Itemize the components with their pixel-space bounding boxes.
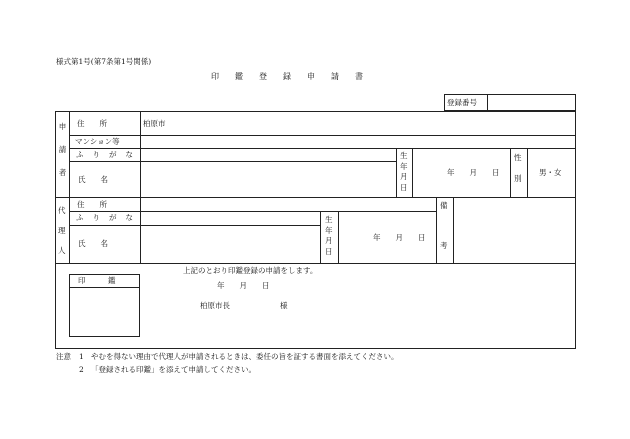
agent-furigana-label: ふりがな — [76, 213, 142, 222]
agent-birth-label: 生 年 月 日 — [325, 215, 333, 256]
note-2-text: 「登録される印鑑」を添えて申請してください。 — [91, 365, 256, 374]
notes-heading: 注意 — [56, 352, 71, 361]
applicant-birth-label: 生 年 月 日 — [400, 151, 408, 192]
registration-number-label: 登録番号 — [447, 98, 477, 107]
remarks-label: 備 考 — [440, 201, 448, 250]
addressee: 柏原市長 — [200, 301, 230, 310]
applicant-address-label: 住 所 — [77, 119, 107, 128]
applicant-sex-label: 性 別 — [514, 153, 522, 183]
note-2-number: 2 — [79, 365, 84, 374]
application-date[interactable]: 年 月 日 — [217, 281, 270, 290]
agent-side-label: 代 理 人 — [58, 206, 66, 255]
applicant-name-label: 氏 名 — [78, 175, 108, 184]
applicant-side-label: 申 請 者 — [58, 122, 67, 177]
statement-text: 上記のとおり印鑑登録の申請をします。 — [183, 266, 318, 275]
applicant-address-value[interactable]: 柏原市 — [143, 119, 166, 128]
agent-address-label: 住 所 — [77, 200, 107, 209]
applicant-birth-value[interactable]: 年 月 日 — [447, 168, 500, 177]
form-number: 様式第1号(第7条第1号関係) — [56, 57, 152, 66]
applicant-sex-value[interactable]: 男・女 — [539, 168, 562, 177]
agent-name-label: 氏 名 — [78, 239, 108, 248]
addressee-honorific: 様 — [280, 301, 288, 310]
note-1-text: やむを得ない理由で代理人が申請されるときは、委任の旨を証する書面を添えてください。 — [91, 352, 399, 361]
agent-birth-value[interactable]: 年 月 日 — [373, 233, 426, 242]
seal-label: 印 鑑 — [78, 276, 116, 285]
form-title: 印 鑑 登 録 申 請 書 — [211, 72, 363, 81]
note-1-number: 1 — [79, 352, 84, 361]
applicant-furigana-label: ふりがな — [76, 150, 142, 159]
applicant-mansion-label: マンション等 — [75, 137, 120, 146]
